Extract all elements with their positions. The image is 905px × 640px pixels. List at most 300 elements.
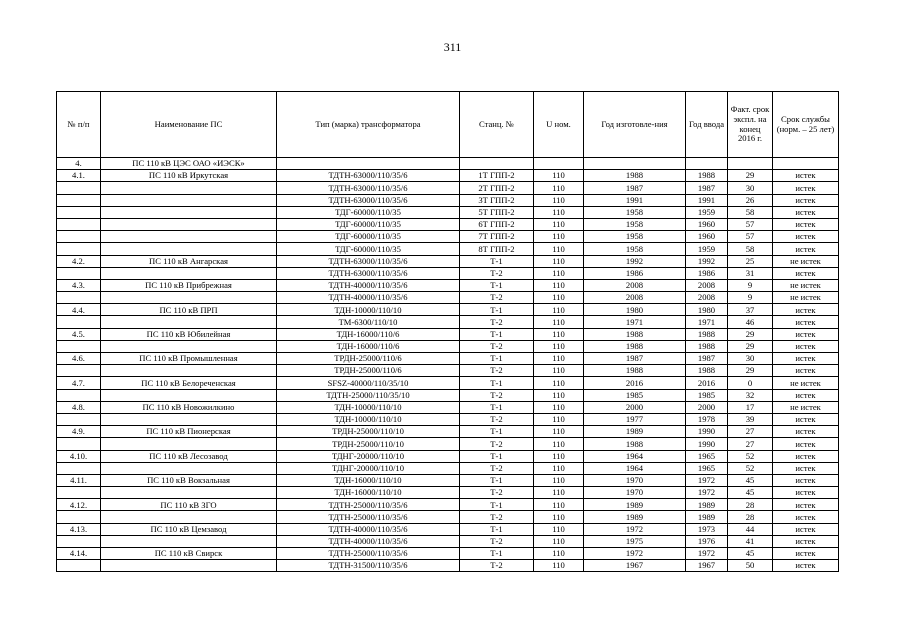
cell-substation-name — [101, 560, 277, 572]
cell-commissioning-year: 1987 — [686, 182, 728, 194]
cell-manufacture-year: 1958 — [584, 218, 686, 230]
cell-commissioning-year: 1978 — [686, 413, 728, 425]
cell-manufacture-year: 1985 — [584, 389, 686, 401]
cell-substation-name — [101, 340, 277, 352]
cell-rated-voltage: 110 — [534, 194, 584, 206]
cell-number — [57, 535, 101, 547]
table-row — [57, 328, 839, 340]
cell-commissioning-year: 1959 — [686, 206, 728, 218]
cell-service-life-status: истек — [773, 548, 839, 560]
cell-rated-voltage: 110 — [534, 389, 584, 401]
cell-actual-service-life: 29 — [728, 365, 773, 377]
cell-service-life-status: истек — [773, 450, 839, 462]
cell-manufacture-year: 1986 — [584, 267, 686, 279]
cell-service-life-status: истек — [773, 389, 839, 401]
cell-transformer-type: ТДТН-40000/110/35/6 — [277, 292, 460, 304]
cell-transformer-type: ТДНГ-20000/110/10 — [277, 462, 460, 474]
cell-transformer-type: SFSZ-40000/110/35/10 — [277, 377, 460, 389]
cell-substation-name — [101, 462, 277, 474]
cell-transformer-type: ТДТН-40000/110/35/6 — [277, 535, 460, 547]
cell-station-number: Т-2 — [460, 316, 534, 328]
cell-service-life-status: истек — [773, 231, 839, 243]
cell-manufacture-year: 1958 — [584, 243, 686, 255]
cell-actual-service-life: 0 — [728, 377, 773, 389]
table-row — [57, 316, 839, 328]
cell-actual-service-life: 45 — [728, 548, 773, 560]
cell-number: 4.1. — [57, 170, 101, 182]
table-row — [57, 218, 839, 230]
cell-manufacture-year: 1975 — [584, 535, 686, 547]
cell-station-number: Т-1 — [460, 304, 534, 316]
cell-actual-service-life: 17 — [728, 401, 773, 413]
cell-actual-service-life: 27 — [728, 426, 773, 438]
cell-substation-name — [101, 413, 277, 425]
table-row — [57, 474, 839, 486]
table-row — [57, 438, 839, 450]
cell-station-number: Т-2 — [460, 292, 534, 304]
cell-transformer-type: ТДГ-60000/110/35 — [277, 243, 460, 255]
cell-manufacture-year: 1988 — [584, 365, 686, 377]
cell-number — [57, 243, 101, 255]
cell-actual-service-life: 29 — [728, 170, 773, 182]
cell-service-life-status — [773, 158, 839, 170]
cell-manufacture-year: 1980 — [584, 304, 686, 316]
cell-station-number: Т-2 — [460, 267, 534, 279]
cell-commissioning-year: 1980 — [686, 304, 728, 316]
cell-commissioning-year: 2000 — [686, 401, 728, 413]
cell-commissioning-year: 1988 — [686, 365, 728, 377]
table-row — [57, 535, 839, 547]
cell-transformer-type: ТДТН-25000/110/35/6 — [277, 548, 460, 560]
cell-number: 4.13. — [57, 523, 101, 535]
table-row — [57, 499, 839, 511]
cell-service-life-status: истек — [773, 267, 839, 279]
cell-station-number: Т-1 — [460, 450, 534, 462]
cell-number: 4.11. — [57, 474, 101, 486]
cell-station-number — [460, 158, 534, 170]
cell-manufacture-year: 2016 — [584, 377, 686, 389]
table-row — [57, 292, 839, 304]
cell-service-life-status: не истек — [773, 292, 839, 304]
cell-service-life-status: истек — [773, 499, 839, 511]
cell-station-number: 2Т ГПП-2 — [460, 182, 534, 194]
cell-substation-name: ПС 110 кВ ЦЭС ОАО «ИЭСК» — [101, 158, 277, 170]
cell-service-life-status: истек — [773, 426, 839, 438]
cell-commissioning-year: 1992 — [686, 255, 728, 267]
cell-substation-name: ПС 110 кВ Промышленная — [101, 353, 277, 365]
cell-service-life-status: истек — [773, 328, 839, 340]
cell-number — [57, 194, 101, 206]
cell-commissioning-year: 1989 — [686, 499, 728, 511]
cell-service-life-status: истек — [773, 365, 839, 377]
cell-rated-voltage: 110 — [534, 487, 584, 499]
cell-number: 4.3. — [57, 279, 101, 291]
table-row — [57, 560, 839, 572]
cell-service-life-status: истек — [773, 218, 839, 230]
cell-service-life-status: истек — [773, 523, 839, 535]
header-substation-name: Наименование ПС — [101, 92, 277, 158]
cell-actual-service-life: 31 — [728, 267, 773, 279]
cell-substation-name: ПС 110 кВ Белореченская — [101, 377, 277, 389]
cell-rated-voltage: 110 — [534, 499, 584, 511]
cell-commissioning-year: 2016 — [686, 377, 728, 389]
cell-transformer-type — [277, 158, 460, 170]
header-rated-voltage: U ном. — [534, 92, 584, 158]
cell-actual-service-life: 44 — [728, 523, 773, 535]
cell-transformer-type: ТРДН-25000/110/6 — [277, 353, 460, 365]
cell-actual-service-life: 45 — [728, 487, 773, 499]
cell-commissioning-year: 1976 — [686, 535, 728, 547]
cell-transformer-type: ТДТН-63000/110/35/6 — [277, 170, 460, 182]
cell-commissioning-year: 1988 — [686, 340, 728, 352]
cell-transformer-type: ТДТН-31500/110/35/6 — [277, 560, 460, 572]
table-row — [57, 340, 839, 352]
table-row — [57, 511, 839, 523]
cell-commissioning-year: 1990 — [686, 426, 728, 438]
cell-manufacture-year: 1967 — [584, 560, 686, 572]
cell-rated-voltage: 110 — [534, 401, 584, 413]
cell-number: 4.7. — [57, 377, 101, 389]
cell-station-number: 6Т ГПП-2 — [460, 218, 534, 230]
cell-manufacture-year: 1987 — [584, 353, 686, 365]
cell-manufacture-year: 1977 — [584, 413, 686, 425]
cell-service-life-status: не истек — [773, 401, 839, 413]
cell-manufacture-year: 1989 — [584, 499, 686, 511]
cell-commissioning-year: 1972 — [686, 487, 728, 499]
cell-station-number: Т-1 — [460, 523, 534, 535]
cell-commissioning-year: 1965 — [686, 450, 728, 462]
cell-manufacture-year: 1964 — [584, 450, 686, 462]
cell-number — [57, 560, 101, 572]
cell-commissioning-year: 1972 — [686, 548, 728, 560]
cell-rated-voltage: 110 — [534, 279, 584, 291]
cell-manufacture-year: 2008 — [584, 292, 686, 304]
cell-actual-service-life: 58 — [728, 206, 773, 218]
table-row — [57, 231, 839, 243]
cell-station-number: Т-2 — [460, 511, 534, 523]
cell-number — [57, 389, 101, 401]
cell-substation-name: ПС 110 кВ Цемзавод — [101, 523, 277, 535]
table-row — [57, 206, 839, 218]
cell-number — [57, 413, 101, 425]
cell-rated-voltage: 110 — [534, 365, 584, 377]
cell-number — [57, 511, 101, 523]
cell-manufacture-year: 1972 — [584, 548, 686, 560]
cell-station-number: Т-1 — [460, 401, 534, 413]
cell-actual-service-life: 41 — [728, 535, 773, 547]
cell-service-life-status: истек — [773, 511, 839, 523]
cell-manufacture-year: 2008 — [584, 279, 686, 291]
cell-manufacture-year: 1987 — [584, 182, 686, 194]
cell-service-life-status: истек — [773, 560, 839, 572]
cell-rated-voltage: 110 — [534, 170, 584, 182]
cell-station-number: Т-1 — [460, 474, 534, 486]
cell-commissioning-year: 1971 — [686, 316, 728, 328]
header-service-life-status: Срок службы (норм. – 25 лет) — [773, 92, 839, 158]
cell-actual-service-life: 57 — [728, 218, 773, 230]
cell-rated-voltage: 110 — [534, 243, 584, 255]
cell-substation-name — [101, 206, 277, 218]
cell-service-life-status: истек — [773, 194, 839, 206]
cell-actual-service-life: 57 — [728, 231, 773, 243]
cell-actual-service-life: 29 — [728, 328, 773, 340]
header-transformer-type: Тип (марка) трансформатора — [277, 92, 460, 158]
cell-commissioning-year: 1989 — [686, 511, 728, 523]
cell-number — [57, 218, 101, 230]
cell-manufacture-year: 1970 — [584, 474, 686, 486]
cell-transformer-type: ТДТН-25000/110/35/10 — [277, 389, 460, 401]
cell-station-number: Т-2 — [460, 487, 534, 499]
cell-number: 4.5. — [57, 328, 101, 340]
cell-actual-service-life: 45 — [728, 474, 773, 486]
cell-transformer-type: ТДГ-60000/110/35 — [277, 206, 460, 218]
table-body — [57, 158, 839, 572]
cell-rated-voltage: 110 — [534, 292, 584, 304]
table-row — [57, 487, 839, 499]
cell-transformer-type: ТДГ-60000/110/35 — [277, 231, 460, 243]
cell-transformer-type: ТДТН-40000/110/35/6 — [277, 523, 460, 535]
cell-substation-name — [101, 535, 277, 547]
cell-transformer-type: ТДТН-63000/110/35/6 — [277, 182, 460, 194]
cell-substation-name: ПС 110 кВ Прибрежная — [101, 279, 277, 291]
cell-substation-name: ПС 110 кВ Вокзальная — [101, 474, 277, 486]
table-row — [57, 426, 839, 438]
cell-actual-service-life — [728, 158, 773, 170]
cell-number: 4.6. — [57, 353, 101, 365]
cell-rated-voltage: 110 — [534, 426, 584, 438]
cell-substation-name — [101, 243, 277, 255]
cell-station-number: Т-2 — [460, 340, 534, 352]
cell-manufacture-year: 1958 — [584, 206, 686, 218]
cell-substation-name — [101, 438, 277, 450]
cell-commissioning-year: 1991 — [686, 194, 728, 206]
cell-transformer-type: ТДН-16000/110/6 — [277, 340, 460, 352]
header-manufacture-year: Год изготовле-ния — [584, 92, 686, 158]
cell-substation-name — [101, 316, 277, 328]
cell-commissioning-year: 1973 — [686, 523, 728, 535]
cell-transformer-type: ТДН-10000/110/10 — [277, 413, 460, 425]
cell-substation-name — [101, 218, 277, 230]
cell-commissioning-year: 1988 — [686, 328, 728, 340]
header-station-number: Станц. № — [460, 92, 534, 158]
table-row — [57, 255, 839, 267]
cell-rated-voltage: 110 — [534, 340, 584, 352]
cell-substation-name — [101, 487, 277, 499]
cell-number: 4.9. — [57, 426, 101, 438]
cell-commissioning-year: 2008 — [686, 292, 728, 304]
cell-transformer-type: ТДТН-25000/110/35/6 — [277, 511, 460, 523]
cell-transformer-type: ТДГ-60000/110/35 — [277, 218, 460, 230]
cell-number: 4.10. — [57, 450, 101, 462]
cell-number — [57, 462, 101, 474]
cell-actual-service-life: 32 — [728, 389, 773, 401]
table-row — [57, 377, 839, 389]
cell-actual-service-life: 39 — [728, 413, 773, 425]
cell-number — [57, 365, 101, 377]
cell-commissioning-year: 1986 — [686, 267, 728, 279]
header-number: № п/п — [57, 92, 101, 158]
cell-service-life-status: не истек — [773, 377, 839, 389]
cell-substation-name: ПС 110 кВ Лесозавод — [101, 450, 277, 462]
cell-actual-service-life: 28 — [728, 511, 773, 523]
cell-commissioning-year: 1960 — [686, 231, 728, 243]
cell-service-life-status: истек — [773, 243, 839, 255]
cell-transformer-type: ТДТН-63000/110/35/6 — [277, 267, 460, 279]
table-row — [57, 158, 839, 170]
cell-actual-service-life: 25 — [728, 255, 773, 267]
cell-transformer-type: ТДН-16000/110/6 — [277, 328, 460, 340]
table-row — [57, 353, 839, 365]
cell-actual-service-life: 30 — [728, 182, 773, 194]
cell-service-life-status: истек — [773, 206, 839, 218]
cell-station-number: Т-1 — [460, 255, 534, 267]
table-row — [57, 450, 839, 462]
cell-manufacture-year: 1971 — [584, 316, 686, 328]
cell-transformer-type: ТРДН-25000/110/6 — [277, 365, 460, 377]
table-row — [57, 279, 839, 291]
cell-manufacture-year: 1992 — [584, 255, 686, 267]
cell-service-life-status: не истек — [773, 255, 839, 267]
cell-number: 4.8. — [57, 401, 101, 413]
cell-actual-service-life: 52 — [728, 462, 773, 474]
cell-station-number: 7Т ГПП-2 — [460, 231, 534, 243]
table-row — [57, 170, 839, 182]
cell-rated-voltage: 110 — [534, 474, 584, 486]
page-number: 311 — [443, 40, 462, 54]
cell-number — [57, 340, 101, 352]
cell-station-number: 1Т ГПП-2 — [460, 170, 534, 182]
cell-rated-voltage: 110 — [534, 182, 584, 194]
cell-number: 4.14. — [57, 548, 101, 560]
cell-rated-voltage: 110 — [534, 304, 584, 316]
table-row — [57, 548, 839, 560]
cell-transformer-type: ТРДН-25000/110/10 — [277, 438, 460, 450]
cell-commissioning-year: 1987 — [686, 353, 728, 365]
cell-rated-voltage: 110 — [534, 511, 584, 523]
cell-service-life-status: истек — [773, 535, 839, 547]
cell-substation-name: ПС 110 кВ Свирск — [101, 548, 277, 560]
cell-number — [57, 267, 101, 279]
cell-commissioning-year: 2008 — [686, 279, 728, 291]
cell-number — [57, 292, 101, 304]
cell-transformer-type: ТДТН-63000/110/35/6 — [277, 194, 460, 206]
table-row — [57, 194, 839, 206]
cell-rated-voltage: 110 — [534, 328, 584, 340]
cell-substation-name: ПС 110 кВ Ангарская — [101, 255, 277, 267]
cell-commissioning-year: 1990 — [686, 438, 728, 450]
cell-substation-name: ПС 110 кВ Юбилейная — [101, 328, 277, 340]
cell-station-number: Т-2 — [460, 365, 534, 377]
cell-station-number: Т-1 — [460, 328, 534, 340]
cell-station-number: 8Т ГПП-2 — [460, 243, 534, 255]
cell-rated-voltage: 110 — [534, 206, 584, 218]
cell-manufacture-year: 1972 — [584, 523, 686, 535]
cell-service-life-status: истек — [773, 316, 839, 328]
cell-rated-voltage: 110 — [534, 413, 584, 425]
cell-transformer-type: ТДТН-25000/110/35/6 — [277, 499, 460, 511]
cell-rated-voltage: 110 — [534, 535, 584, 547]
cell-station-number: 5Т ГПП-2 — [460, 206, 534, 218]
table-row — [57, 243, 839, 255]
cell-manufacture-year: 1991 — [584, 194, 686, 206]
cell-service-life-status: истек — [773, 474, 839, 486]
cell-commissioning-year: 1965 — [686, 462, 728, 474]
cell-station-number: Т-2 — [460, 535, 534, 547]
cell-transformer-type: ТДТН-63000/110/35/6 — [277, 255, 460, 267]
cell-rated-voltage: 110 — [534, 462, 584, 474]
cell-actual-service-life: 37 — [728, 304, 773, 316]
cell-rated-voltage: 110 — [534, 523, 584, 535]
cell-transformer-type: ТРДН-25000/110/10 — [277, 426, 460, 438]
cell-manufacture-year: 2000 — [584, 401, 686, 413]
cell-substation-name: ПС 110 кВ Новожилкино — [101, 401, 277, 413]
cell-actual-service-life: 9 — [728, 279, 773, 291]
cell-actual-service-life: 52 — [728, 450, 773, 462]
cell-substation-name: ПС 110 кВ Иркутская — [101, 170, 277, 182]
cell-rated-voltage: 110 — [534, 231, 584, 243]
cell-manufacture-year: 1988 — [584, 438, 686, 450]
cell-number: 4.4. — [57, 304, 101, 316]
cell-substation-name — [101, 267, 277, 279]
cell-substation-name — [101, 389, 277, 401]
cell-rated-voltage — [534, 158, 584, 170]
cell-manufacture-year: 1988 — [584, 340, 686, 352]
cell-manufacture-year: 1970 — [584, 487, 686, 499]
cell-manufacture-year — [584, 158, 686, 170]
cell-commissioning-year — [686, 158, 728, 170]
cell-actual-service-life: 27 — [728, 438, 773, 450]
cell-transformer-type: ТДН-10000/110/10 — [277, 401, 460, 413]
cell-service-life-status: истек — [773, 353, 839, 365]
cell-substation-name: ПС 110 кВ ЗГО — [101, 499, 277, 511]
cell-number — [57, 438, 101, 450]
cell-substation-name — [101, 511, 277, 523]
cell-number — [57, 231, 101, 243]
table-row — [57, 182, 839, 194]
cell-station-number: Т-2 — [460, 560, 534, 572]
cell-substation-name — [101, 231, 277, 243]
cell-commissioning-year: 1960 — [686, 218, 728, 230]
cell-rated-voltage: 110 — [534, 548, 584, 560]
cell-actual-service-life: 30 — [728, 353, 773, 365]
cell-station-number: Т-1 — [460, 499, 534, 511]
cell-station-number: Т-2 — [460, 413, 534, 425]
cell-manufacture-year: 1988 — [584, 328, 686, 340]
cell-actual-service-life: 26 — [728, 194, 773, 206]
cell-station-number: Т-1 — [460, 548, 534, 560]
cell-station-number: Т-1 — [460, 279, 534, 291]
table-row — [57, 304, 839, 316]
cell-actual-service-life: 50 — [728, 560, 773, 572]
cell-service-life-status: истек — [773, 170, 839, 182]
cell-substation-name: ПС 110 кВ Пионерская — [101, 426, 277, 438]
cell-transformer-type: ТМ-6300/110/10 — [277, 316, 460, 328]
transformer-table — [56, 91, 839, 572]
cell-actual-service-life: 28 — [728, 499, 773, 511]
cell-service-life-status: истек — [773, 304, 839, 316]
header-actual-service-life: Факт. срок экспл. на конец 2016 г. — [728, 92, 773, 158]
cell-rated-voltage: 110 — [534, 316, 584, 328]
cell-substation-name: ПС 110 кВ ПРП — [101, 304, 277, 316]
table-row — [57, 267, 839, 279]
cell-station-number: Т-2 — [460, 389, 534, 401]
cell-actual-service-life: 46 — [728, 316, 773, 328]
table-row — [57, 462, 839, 474]
cell-manufacture-year: 1988 — [584, 170, 686, 182]
cell-rated-voltage: 110 — [534, 353, 584, 365]
cell-rated-voltage: 110 — [534, 255, 584, 267]
cell-actual-service-life: 58 — [728, 243, 773, 255]
